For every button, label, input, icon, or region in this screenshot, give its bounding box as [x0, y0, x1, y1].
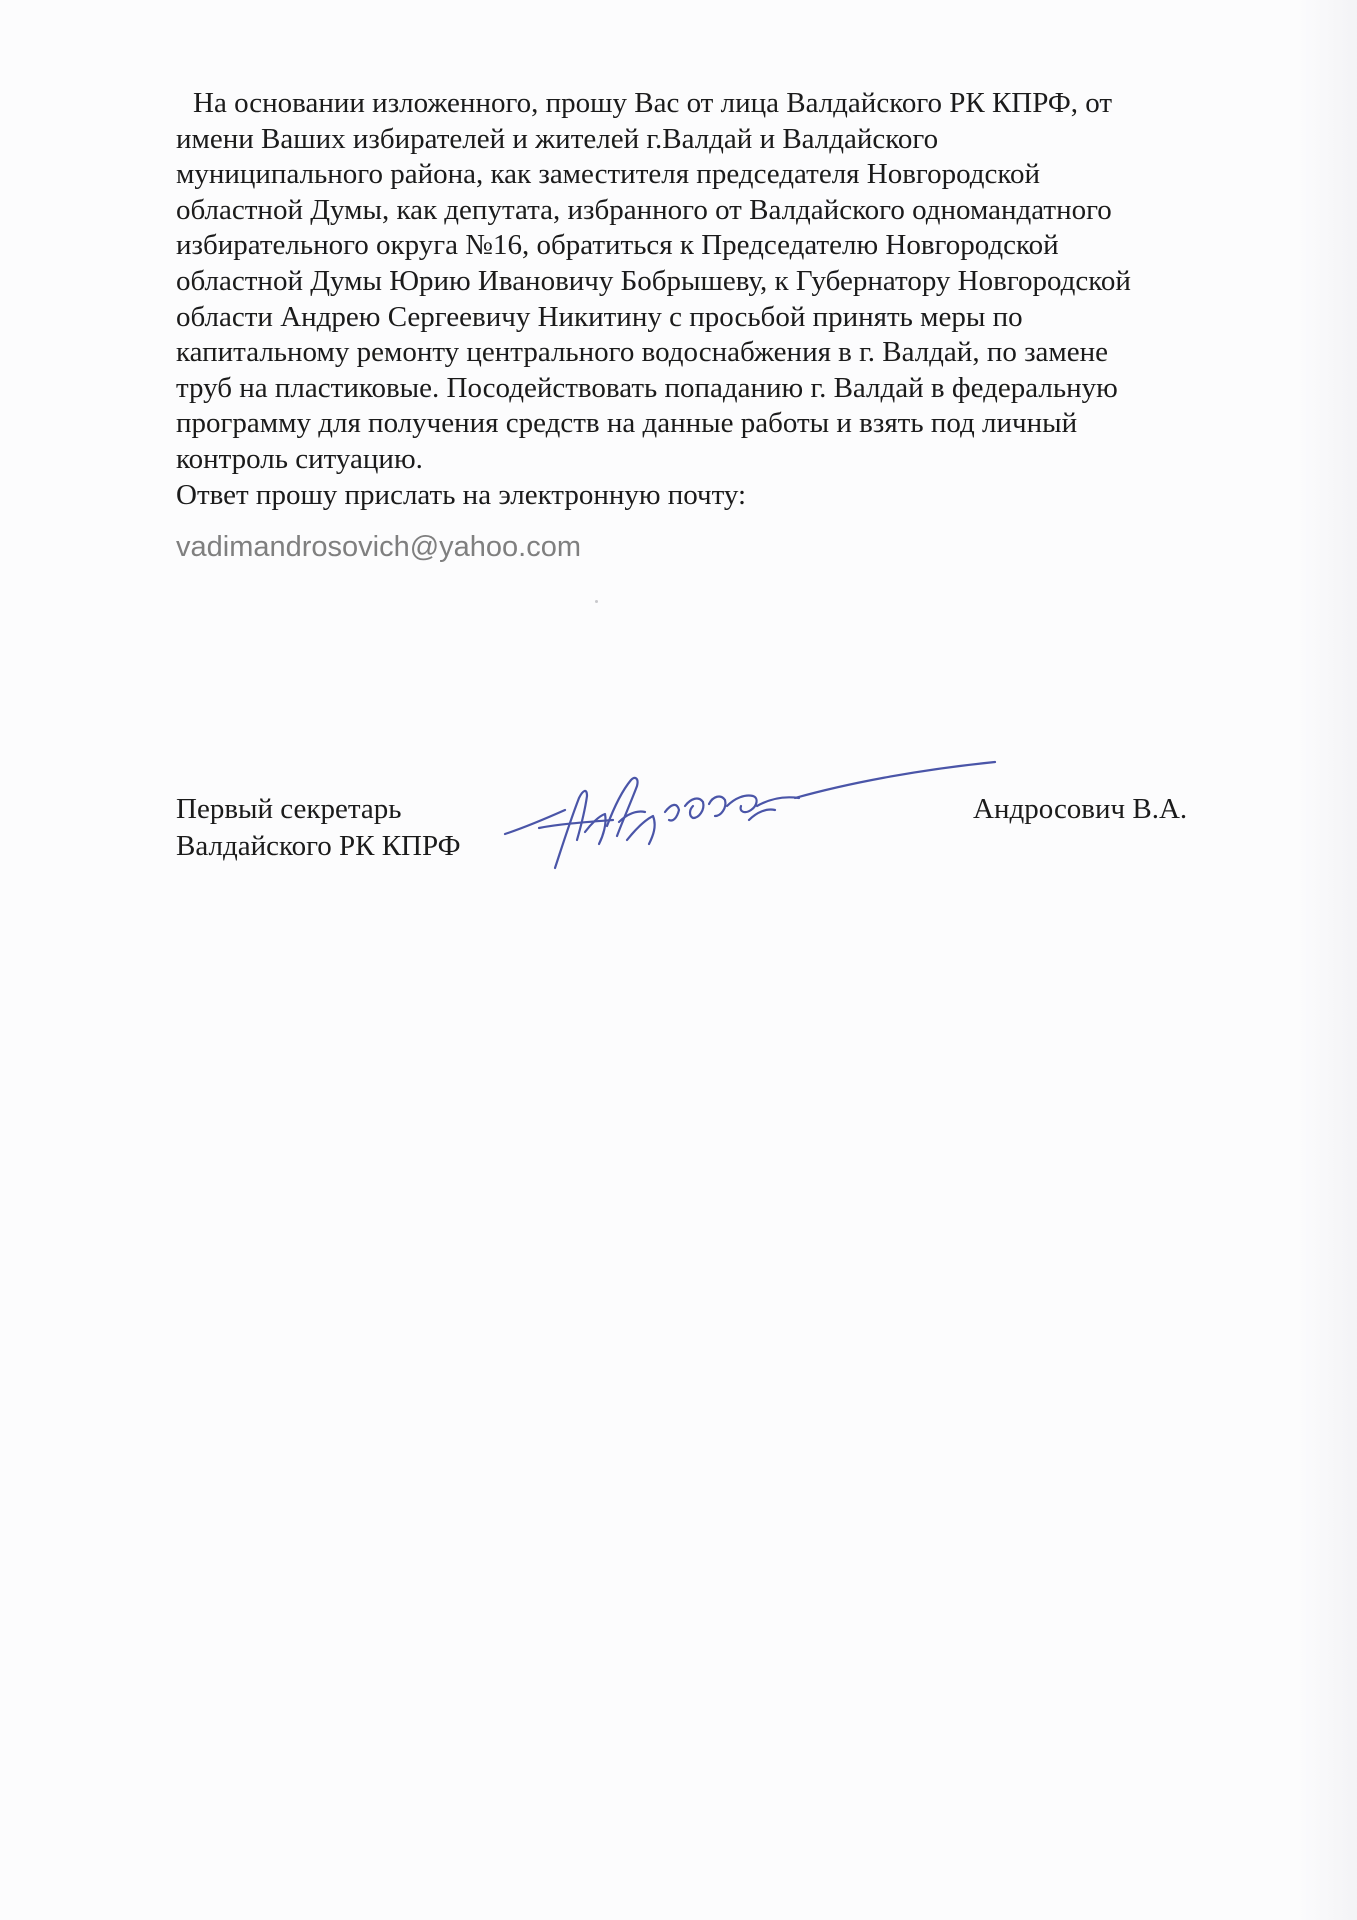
signer-name: Андросович В.А.: [973, 793, 1188, 825]
body-line: контроль ситуацию.: [176, 442, 423, 475]
handwritten-signature: [495, 740, 1015, 880]
body-line: труб на пластиковые. Посодействовать попаданию г. Валдай в федеральную: [176, 371, 1118, 404]
body-line: областной Думы Юрию Ивановичу Бобрышеву, к Губернатору Новгородской: [176, 264, 1131, 297]
body-line: области Андрею Сергеевичу Никитину с просьбой принять меры по: [176, 300, 1023, 333]
signer-title: [176, 791, 461, 865]
body-line: областной Думы, как депутата, избранного от Валдайского одномандатного: [176, 193, 1112, 226]
signer-title-line: Первый секретарь: [176, 793, 402, 825]
scan-speck: [595, 600, 598, 603]
body-line: программу для получения средств на данные работы и взять под личный: [176, 407, 1078, 440]
body-line: На основании изложенного, прошу Вас от лица Валдайского РК КПРФ, от: [193, 87, 1113, 119]
body-line: капитальному ремонту центрального водоснабжения в г. Валдай, по замене: [176, 336, 1109, 369]
reply-email-address[interactable]: vadimandrosovich@yahoo.com: [176, 531, 582, 563]
signer-title-line: Валдайского РК КПРФ: [176, 830, 461, 862]
reply-request-line: Ответ прошу прислать на электронную почту:: [176, 478, 747, 511]
body-line: избирательного округа №16, обратиться к Председателю Новгородской: [176, 229, 1059, 262]
body-line: имени Ваших избирателей и жителей г.Валдай и Валдайского: [176, 122, 939, 155]
scan-shadow-edge: [1297, 0, 1357, 1920]
letter-body: [176, 86, 1256, 513]
body-line: муниципального района, как заместителя председателя Новгородской: [176, 158, 1040, 191]
